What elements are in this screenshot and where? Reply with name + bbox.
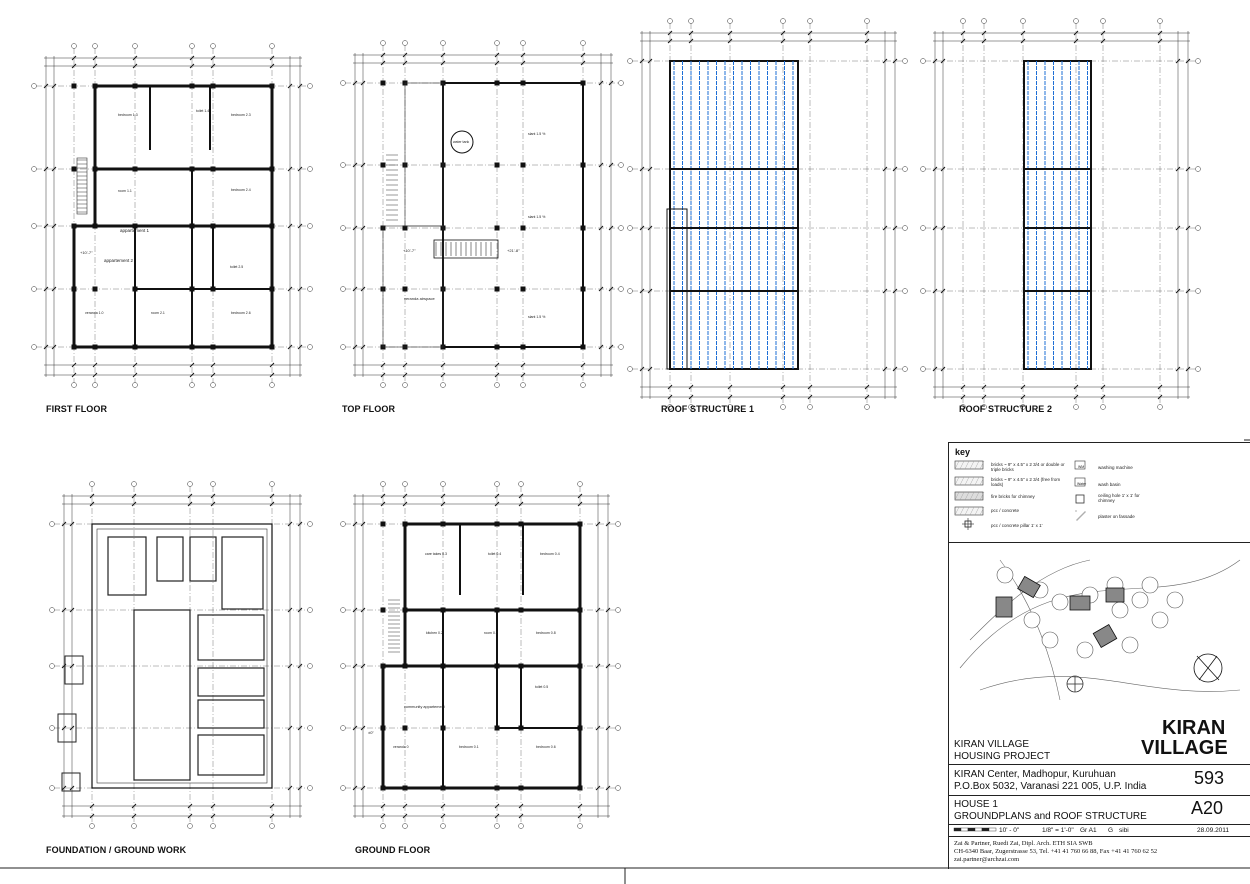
axis-bubble — [808, 19, 813, 24]
project-name-village: VILLAGE — [1141, 737, 1228, 759]
axis-bubble — [616, 608, 621, 613]
room-label: bedroom 0.1 — [459, 745, 479, 749]
axis-bubble — [495, 41, 500, 46]
key-item-washing-machine: washing machine — [1098, 465, 1133, 470]
axis-bubble — [619, 81, 624, 86]
axis-bubble — [308, 726, 313, 731]
axis-bubble — [616, 522, 621, 527]
axis-bubble — [921, 367, 926, 372]
axis-bubble — [865, 19, 870, 24]
plan-label-ground-floor: GROUND FLOOR — [355, 845, 431, 855]
room-label: toilet 1.4 — [196, 109, 210, 113]
axis-bubble — [50, 608, 55, 613]
room-label: bedroom 2.4 — [231, 188, 251, 192]
plan-label-top-floor: TOP FLOOR — [342, 404, 396, 414]
axis-bubble — [619, 345, 624, 350]
axis-bubble — [308, 786, 313, 791]
axis-bubble — [90, 824, 95, 829]
pillar — [521, 226, 526, 231]
room-label: bedroom 0.4 — [540, 552, 560, 556]
axis-bubble — [619, 287, 624, 292]
key-item-ceiling-hole: ceiling hole 1' x 1' for chimney — [1098, 493, 1140, 503]
axis-bubble — [50, 726, 55, 731]
axis-bubble — [808, 405, 813, 410]
axis-bubble — [628, 289, 633, 294]
axis-bubble — [308, 345, 313, 350]
pillar — [72, 84, 77, 89]
axis-bubble — [921, 167, 926, 172]
axis-bubble — [308, 664, 313, 669]
axis-bubble — [270, 44, 275, 49]
room-label: appartement 1 — [120, 228, 150, 233]
room-label: veranda 0 — [393, 745, 409, 749]
plan-label-foundation: FOUNDATION / GROUND WORK — [46, 845, 187, 855]
axis-bubble — [50, 664, 55, 669]
axis-bubble — [308, 167, 313, 172]
axis-bubble — [921, 226, 926, 231]
axis-bubble — [1158, 405, 1163, 410]
axis-bubble — [578, 824, 583, 829]
key-item-plaster: plaster on fassade — [1098, 514, 1135, 519]
axis-bubble — [381, 41, 386, 46]
axis-bubble — [1196, 226, 1201, 231]
axis-bubble — [132, 482, 137, 487]
axis-bubble — [495, 482, 500, 487]
axis-bubble — [619, 163, 624, 168]
axis-bubble — [1196, 367, 1201, 372]
axis-bubble — [1021, 19, 1026, 24]
room-label: slant 1.5 % — [528, 132, 546, 136]
axis-bubble — [133, 44, 138, 49]
axis-bubble — [341, 664, 346, 669]
axis-bubble — [581, 41, 586, 46]
axis-bubble — [341, 522, 346, 527]
room-label: bedroom 2.6 — [231, 311, 251, 315]
pillar — [381, 522, 386, 527]
key-item-bricks: bricks ~ 9" x 4.5" x 2 3/4 or double or triple bricks — [991, 462, 1065, 472]
axis-bubble — [1196, 59, 1201, 64]
axis-bubble — [628, 367, 633, 372]
pillar — [403, 287, 408, 292]
key-item-pcc: pcc / concrete — [991, 508, 1020, 513]
address-line1: KIRAN Center, Madhopur, Kuruhuan — [954, 769, 1116, 780]
axis-bubble — [308, 522, 313, 527]
room-label: toilet 0.5 — [535, 685, 549, 689]
axis-bubble — [133, 383, 138, 388]
axis-bubble — [211, 44, 216, 49]
axis-bubble — [441, 383, 446, 388]
axis-bubble — [728, 19, 733, 24]
axis-bubble — [668, 19, 673, 24]
axis-bubble — [1074, 19, 1079, 24]
axis-bubble — [441, 482, 446, 487]
axis-bubble — [403, 41, 408, 46]
axis-bubble — [308, 608, 313, 613]
axis-bubble — [619, 226, 624, 231]
axis-bubble — [32, 287, 37, 292]
axis-bubble — [961, 19, 966, 24]
axis-bubble — [781, 19, 786, 24]
key-title: key — [955, 447, 971, 457]
axis-bubble — [270, 824, 275, 829]
room-label: bedroom 0.6 — [536, 745, 556, 749]
axis-bubble — [32, 345, 37, 350]
pillar — [495, 163, 500, 168]
sheet-title: GROUNDPLANS and ROOF STRUCTURE — [954, 811, 1147, 822]
axis-bubble — [381, 482, 386, 487]
plan-label-first-floor: FIRST FLOOR — [46, 404, 108, 414]
project-title-line2: HOUSING PROJECT — [954, 751, 1051, 762]
axis-bubble — [341, 345, 346, 350]
level-mark: +10'-7" — [403, 248, 416, 253]
axis-bubble — [188, 482, 193, 487]
axis-bubble — [581, 383, 586, 388]
address-line2: P.O.Box 5032, Varanasi 221 005, U.P. India — [954, 781, 1147, 792]
axis-bubble — [341, 81, 346, 86]
axis-bubble — [1196, 167, 1201, 172]
axis-bubble — [578, 482, 583, 487]
axis-bubble — [903, 167, 908, 172]
pillar — [403, 726, 408, 731]
pillar — [495, 226, 500, 231]
axis-bubble — [403, 824, 408, 829]
axis-bubble — [341, 608, 346, 613]
axis-bubble — [381, 383, 386, 388]
axis-bubble — [190, 383, 195, 388]
axis-bubble — [308, 84, 313, 89]
room-label: care takes 0.3 — [425, 552, 447, 556]
axis-bubble — [1101, 19, 1106, 24]
sheet-number: A20 — [1191, 798, 1224, 818]
axis-bubble — [132, 824, 137, 829]
g-label: G — [1108, 827, 1114, 834]
axis-bubble — [270, 383, 275, 388]
firm-line3: zai.partner@archzai.com — [954, 856, 1020, 863]
axis-bubble — [93, 44, 98, 49]
date: 28.09.2011 — [1197, 827, 1230, 834]
axis-bubble — [211, 482, 216, 487]
author: sibi — [1119, 827, 1129, 834]
axis-bubble — [341, 726, 346, 731]
pillar — [381, 608, 386, 613]
axis-bubble — [689, 19, 694, 24]
axis-bubble — [50, 786, 55, 791]
pillar — [381, 163, 386, 168]
pillar — [495, 287, 500, 292]
room-label: bedroom 2.3 — [231, 113, 251, 117]
axis-bubble — [1101, 405, 1106, 410]
scale: 1/8" = 1'-0" — [1042, 827, 1074, 834]
house-label: HOUSE 1 — [954, 799, 998, 810]
axis-bubble — [616, 726, 621, 731]
axis-bubble — [865, 405, 870, 410]
level-mark: ±0" — [368, 730, 374, 735]
room-label: water tank — [453, 140, 470, 144]
key-item-bricks-free: bricks ~ 9" x 4.5" x 2 3/4 (free from loads) — [991, 477, 1061, 487]
axis-bubble — [616, 664, 621, 669]
axis-bubble — [308, 224, 313, 229]
room-label: appartement 2 — [104, 258, 134, 263]
project-title-line1: KIRAN VILLAGE — [954, 739, 1030, 750]
axis-bubble — [921, 289, 926, 294]
room-label: bedroom 1.3 — [118, 113, 138, 117]
room-label: slant 1.5 % — [528, 215, 546, 219]
axis-bubble — [521, 41, 526, 46]
scale-bar-label: 10' - 0" — [999, 827, 1020, 834]
room-label: bedroom 0.8 — [536, 631, 556, 635]
axis-bubble — [308, 287, 313, 292]
axis-bubble — [903, 59, 908, 64]
axis-bubble — [32, 84, 37, 89]
axis-bubble — [1196, 289, 1201, 294]
pillar — [93, 287, 98, 292]
axis-bubble — [32, 224, 37, 229]
axis-bubble — [93, 383, 98, 388]
level-mark: +21'-8" — [507, 248, 520, 253]
axis-bubble — [441, 824, 446, 829]
firm-line1: Zai & Partner, Ruedi Zai, Dipl. Arch. ETH SIA SWB — [954, 840, 1093, 847]
key-symbol-water: Water — [1077, 482, 1087, 486]
axis-bubble — [903, 367, 908, 372]
key-item-wash-basin: wash basin — [1098, 482, 1121, 487]
pillar — [381, 81, 386, 86]
plan-label-roof-structure-2: ROOF STRUCTURE 2 — [959, 404, 1053, 414]
room-label: kitchen 0.2 — [426, 631, 443, 635]
axis-bubble — [1158, 19, 1163, 24]
room-label: toilet 0.4 — [488, 552, 502, 556]
room-label: room 1.1 — [118, 189, 132, 193]
level-mark: +10'-7" — [80, 250, 93, 255]
firm-line2: CH-6340 Baar, Zugerstrasse 53, Tel. +41 41 760 66 88, Fax +41 41 760 62 52 — [954, 848, 1158, 855]
pillar — [72, 167, 77, 172]
room-label: community appartement — [404, 705, 445, 709]
axis-bubble — [903, 289, 908, 294]
axis-bubble — [1074, 405, 1079, 410]
key-item-fire-bricks: fire bricks for chimney — [991, 494, 1035, 499]
axis-bubble — [188, 824, 193, 829]
axis-bubble — [270, 482, 275, 487]
axis-bubble — [341, 786, 346, 791]
room-label: toilet 2.5 — [230, 265, 244, 269]
room-label: room 2.1 — [151, 311, 165, 315]
axis-bubble — [90, 482, 95, 487]
axis-bubble — [50, 522, 55, 527]
project-number: 593 — [1194, 768, 1225, 788]
axis-bubble — [521, 383, 526, 388]
axis-bubble — [628, 167, 633, 172]
pillar — [521, 287, 526, 292]
axis-bubble — [403, 383, 408, 388]
axis-bubble — [341, 287, 346, 292]
axis-bubble — [921, 59, 926, 64]
axis-bubble — [628, 226, 633, 231]
axis-bubble — [403, 482, 408, 487]
axis-bubble — [72, 383, 77, 388]
axis-bubble — [441, 41, 446, 46]
room-label: veranda 1.0 — [85, 311, 104, 315]
axis-bubble — [616, 786, 621, 791]
axis-bubble — [628, 59, 633, 64]
axis-bubble — [190, 44, 195, 49]
axis-bubble — [495, 383, 500, 388]
axis-bubble — [519, 482, 524, 487]
axis-bubble — [495, 824, 500, 829]
room-label: slant 1.5 % — [528, 315, 546, 319]
plan-label-roof-structure-1: ROOF STRUCTURE 1 — [661, 404, 755, 414]
axis-bubble — [341, 226, 346, 231]
key-item-pcc-pillar: pcc / concrete pillar 1' x 1' — [991, 523, 1043, 528]
key-symbol-wm: WM — [1078, 465, 1085, 469]
room-label: veranda airspace — [404, 296, 435, 301]
axis-bubble — [781, 405, 786, 410]
room-label: room 0.7 — [484, 631, 498, 635]
axis-bubble — [381, 824, 386, 829]
axis-bubble — [982, 19, 987, 24]
axis-bubble — [341, 163, 346, 168]
axis-bubble — [211, 383, 216, 388]
axis-bubble — [903, 226, 908, 231]
gr-label: Gr A1 — [1080, 827, 1097, 834]
pillar — [521, 163, 526, 168]
axis-bubble — [32, 167, 37, 172]
axis-bubble — [211, 824, 216, 829]
project-name-kiran: KIRAN — [1162, 717, 1226, 739]
axis-bubble — [72, 44, 77, 49]
axis-bubble — [519, 824, 524, 829]
